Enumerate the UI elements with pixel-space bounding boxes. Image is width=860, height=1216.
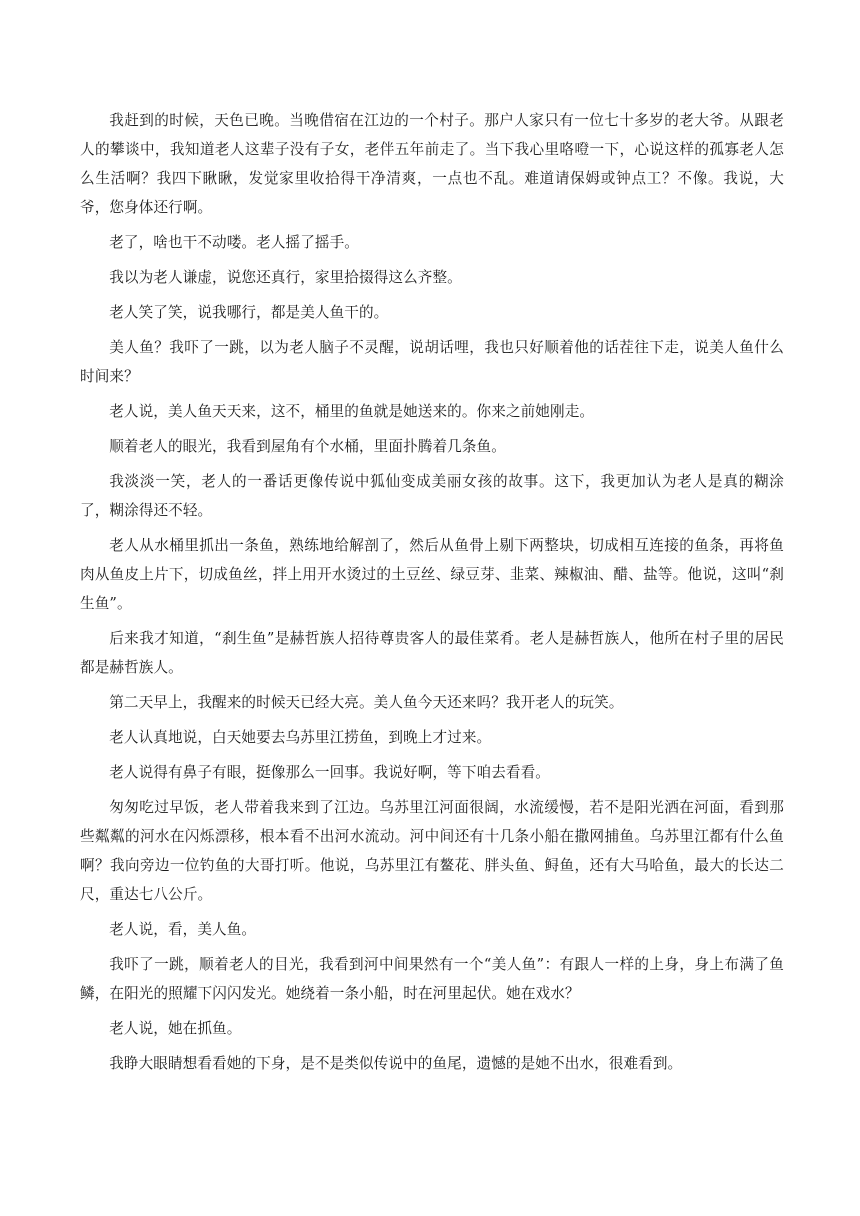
paragraph: 老人从水桶里抓出一条鱼，熟练地给解剖了，然后从鱼骨上剔下两整块，切成相互连接的鱼条，再将鱼肉从鱼皮上片下，切成鱼丝，拌上用开水烫过的土豆丝、绿豆芽、韭菜、辣椒油、醋、盐等。他说，这叫“刹生鱼”。 <box>80 537 784 612</box>
paragraph: 我睁大眼睛想看看她的下身，是不是类似传说中的鱼尾，遗憾的是她不出水，很难看到。 <box>109 1055 683 1072</box>
paragraph: 老人认真地说，白天她要去乌苏里江捞鱼，到晚上才过来。 <box>109 729 492 746</box>
paragraph: 后来我才知道，“刹生鱼”是赫哲族人招待尊贵客人的最佳菜肴。老人是赫哲族人，他所在村子里的居民都是赫哲族人。 <box>80 630 784 676</box>
paragraph: 我赶到的时候，天色已晚。当晚借宿在江边的一个村子。那户人家只有一位七十多岁的老大爷。从跟老人的攀谈中，我知道老人这辈子没有子女，老伴五年前走了。当下我心里咯噔一下，心说这样的孤寡老人怎么生活啊？我四下瞅瞅，发觉家里收拾得干净清爽，一点也不乱。难道请保姆或钟点工？不像。我说，大爷，您身体还行啊。 <box>80 112 784 216</box>
story-text <box>80 106 784 1084</box>
paragraph: 老人说，看，美人鱼。 <box>109 921 257 938</box>
paragraph: 老人说得有鼻子有眼，挺像那么一回事。我说好啊，等下咱去看看。 <box>109 764 551 781</box>
paragraph: 我吓了一跳，顺着老人的目光，我看到河中间果然有一个“美人鱼”：有跟人一样的上身，身上布满了鱼鳞，在阳光的照耀下闪闪发光。她绕着一条小船，时在河里起伏。她在戏水？ <box>80 956 784 1002</box>
paragraph: 我以为老人谦虚，说您还真行，家里拾掇得这么齐整。 <box>109 269 462 286</box>
paragraph: 顺着老人的眼光，我看到屋角有个水桶，里面扑腾着几条鱼。 <box>109 438 506 455</box>
paragraph: 老人说，美人鱼天天来，这不，桶里的鱼就是她送来的。你来之前她刚走。 <box>109 403 595 420</box>
paragraph: 第二天早上，我醒来的时候天已经大亮。美人鱼今天还来吗？我开老人的玩笑。 <box>109 694 624 711</box>
paragraph: 老人说，她在抓鱼。 <box>109 1020 242 1037</box>
paragraph: 老人笑了笑，说我哪行，都是美人鱼干的。 <box>109 304 389 321</box>
paragraph: 美人鱼？我吓了一跳，以为老人脑子不灵醒，说胡话哩，我也只好顺着他的话茬往下走，说美人鱼什么时间来？ <box>80 339 784 385</box>
paragraph: 匆匆吃过早饭，老人带着我来到了江边。乌苏里江河面很阔，水流缓慢，若不是阳光洒在河面，看到那些粼粼的河水在闪烁漂移，根本看不出河水流动。河中间还有十几条小船在撒网捕鱼。乌苏里江都有什么鱼啊？我向旁边一位钓鱼的大哥打听。他说，乌苏里江有鳌花、胖头鱼、鲟鱼，还有大马哈鱼，最大的长达二尺，重达七八公斤。 <box>80 799 784 903</box>
paragraph: 我淡淡一笑，老人的一番话更像传说中狐仙变成美丽女孩的故事。这下，我更加认为老人是真的糊涂了，糊涂得还不轻。 <box>80 473 784 519</box>
paragraph: 老了，啥也干不动喽。老人摇了摇手。 <box>109 234 359 251</box>
